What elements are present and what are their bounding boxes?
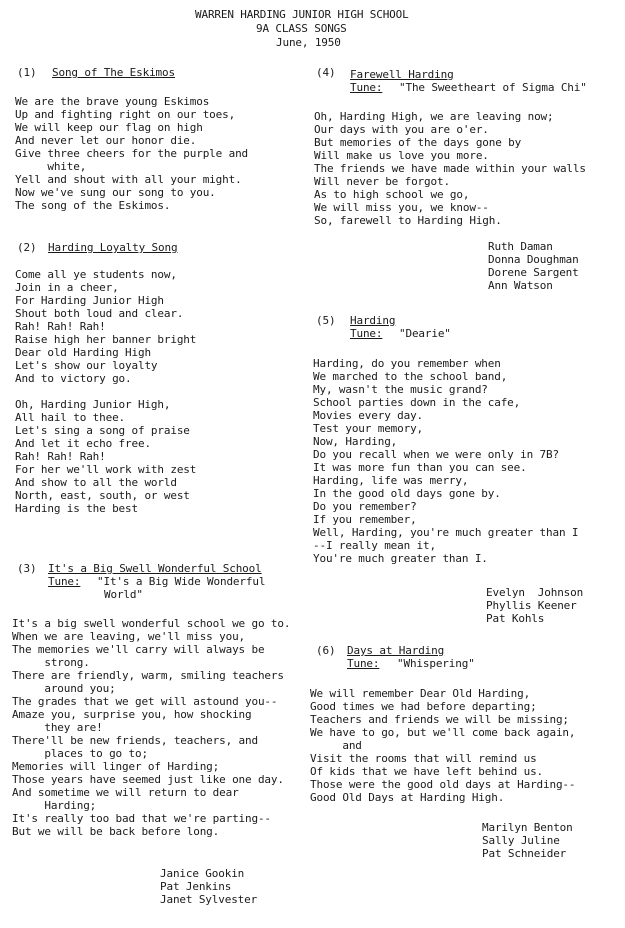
song-4-lyrics: [314, 110, 586, 227]
song-2-title: Harding Loyalty Song: [48, 241, 178, 254]
lyric-line: But memories of the days gone by: [314, 136, 522, 149]
author-name: Pat Kohls: [486, 612, 545, 625]
lyric-line: It was more fun than you can see.: [313, 461, 527, 474]
lyric-line: When we are leaving, we'll miss you,: [12, 630, 246, 643]
lyric-line: All hail to thee.: [15, 411, 126, 424]
lyric-line: As to high school we go,: [314, 188, 470, 201]
lyric-line: The grades that we get will astound you--: [12, 695, 278, 708]
song-5-tune: "Dearie": [399, 327, 451, 340]
song-4-title: Farewell Harding: [350, 68, 454, 81]
song-4-number: (4): [316, 66, 336, 79]
song-6-tune-label: Tune:: [347, 657, 380, 670]
lyric-line: So, farewell to Harding High.: [314, 214, 502, 227]
song-1-title: Song of The Eskimos: [52, 66, 175, 79]
lyric-line: places to go to;: [12, 747, 148, 760]
lyric-line: Come all ye students now,: [15, 268, 177, 281]
author-name: Dorene Sargent: [488, 266, 579, 279]
lyric-line: they are!: [12, 721, 103, 734]
lyric-line: Harding, do you remember when: [313, 357, 501, 370]
lyric-line: There'll be new friends, teachers, and: [12, 734, 258, 747]
lyric-line: But we will be back before long.: [12, 825, 220, 838]
song-3-authors: [160, 867, 257, 906]
school-title: WARREN HARDING JUNIOR HIGH SCHOOL: [195, 8, 409, 21]
lyric-line: We marched to the school band,: [313, 370, 508, 383]
song-6-tune: "Whispering": [397, 657, 475, 670]
song-3-tune-label: Tune:: [48, 575, 81, 588]
song-4-tune: "The Sweetheart of Sigma Chi": [399, 81, 587, 94]
lyric-line: The friends we have made within your walls: [314, 162, 586, 175]
lyric-line: Raise high her banner bright: [15, 333, 197, 346]
song-6-lyrics: [310, 687, 575, 804]
lyric-line: Oh, Harding Junior High,: [15, 398, 171, 411]
song-6-authors: [482, 821, 573, 860]
lyric-line: Movies every day.: [313, 409, 424, 422]
lyric-line: The song of the Eskimos.: [15, 199, 171, 212]
lyric-line: For her we'll work with zest: [15, 463, 197, 476]
lyric-line: Test your memory,: [313, 422, 424, 435]
lyric-line: We will keep our flag on high: [15, 121, 203, 134]
song-4-tune-label: Tune:: [350, 81, 383, 94]
lyric-line: And let it echo free.: [15, 437, 151, 450]
author-name: Pat Schneider: [482, 847, 567, 860]
lyric-line: Do you recall when we were only in 7B?: [313, 448, 559, 461]
lyric-line: There are friendly, warm, smiling teachers: [12, 669, 284, 682]
lyric-line: Let's show our loyalty: [15, 359, 158, 372]
lyric-line: and: [310, 739, 362, 752]
lyric-line: Give three cheers for the purple and: [15, 147, 249, 160]
author-name: Marilyn Benton: [482, 821, 573, 834]
song-5-title: Harding: [350, 314, 396, 327]
lyric-line: Of kids that we have left behind us.: [310, 765, 544, 778]
page-date: June, 1950: [276, 36, 341, 49]
author-name: Janet Sylvester: [160, 893, 258, 906]
author-name: Ruth Daman: [488, 240, 553, 253]
song-2-number: (2): [17, 241, 37, 254]
lyric-line: We have to go, but we'll come back again,: [310, 726, 576, 739]
lyric-line: Harding;: [12, 799, 97, 812]
lyric-line: Visit the rooms that will remind us: [310, 752, 537, 765]
lyric-line: In the good old days gone by.: [313, 487, 501, 500]
lyric-line: For Harding Junior High: [15, 294, 164, 307]
lyric-line: Shout both loud and clear.: [15, 307, 184, 320]
lyric-line: My, wasn't the music grand?: [313, 383, 488, 396]
lyric-line: Yell and shout with all your might.: [15, 173, 242, 186]
song-3-lyrics: [12, 617, 290, 838]
song-2-lyrics: [15, 268, 196, 515]
lyric-line: Those years have seemed just like one day.: [12, 773, 284, 786]
lyric-line: Do you remember?: [313, 500, 417, 513]
song-3-tune: "It's a Big Wide Wonderful: [97, 575, 266, 588]
author-name: Donna Doughman: [488, 253, 579, 266]
lyric-line: Now we've sung our song to you.: [15, 186, 216, 199]
lyric-line: Those were the good old days at Harding--: [310, 778, 576, 791]
lyric-line: We will remember Dear Old Harding,: [310, 687, 531, 700]
lyric-line: Dear old Harding High: [15, 346, 151, 359]
author-name: Pat Jenkins: [160, 880, 232, 893]
lyric-line: And never let our honor die.: [15, 134, 197, 147]
lyric-line: And sometime we will return to dear: [12, 786, 239, 799]
lyric-line: And to victory go.: [15, 372, 132, 385]
lyric-line: Now, Harding,: [313, 435, 398, 448]
song-6-number: (6): [316, 644, 336, 657]
author-name: Sally Juline: [482, 834, 560, 847]
author-name: Evelyn Johnson: [486, 586, 584, 599]
song-5-number: (5): [316, 314, 336, 327]
lyric-line: We are the brave young Eskimos: [15, 95, 210, 108]
lyric-line: It's a big swell wonderful school we go to.: [12, 617, 291, 630]
song-5-tune-label: Tune:: [350, 327, 383, 340]
lyric-line: around you;: [12, 682, 116, 695]
lyric-line: Good Old Days at Harding High.: [310, 791, 505, 804]
song-6-title: Days at Harding: [347, 644, 445, 657]
lyric-line: Oh, Harding High, we are leaving now;: [314, 110, 554, 123]
lyric-line: Let's sing a song of praise: [15, 424, 190, 437]
lyric-line: It's really too bad that we're parting--: [12, 812, 271, 825]
lyric-line: Amaze you, surprise you, how shocking: [12, 708, 252, 721]
lyric-line: Will never be forgot.: [314, 175, 450, 188]
lyric-line: We will miss you, we know--: [314, 201, 489, 214]
song-1-lyrics: [15, 95, 248, 212]
lyric-line: white,: [15, 160, 87, 173]
song-5-lyrics: [313, 357, 578, 565]
lyric-line: strong.: [12, 656, 90, 669]
author-name: Ann Watson: [488, 279, 553, 292]
author-name: Janice Gookin: [160, 867, 245, 880]
lyric-line: Rah! Rah! Rah!: [15, 320, 106, 333]
song-5-authors: [486, 586, 583, 625]
lyric-line: School parties down in the cafe,: [313, 396, 521, 409]
lyric-line: Well, Harding, you're much greater than I: [313, 526, 579, 539]
lyric-line: --I really mean it,: [313, 539, 436, 552]
lyric-line: You're much greater than I.: [313, 552, 488, 565]
lyric-line: If you remember,: [313, 513, 417, 526]
lyric-line: Memories will linger of Harding;: [12, 760, 220, 773]
lyric-line: Up and fighting right on our toes,: [15, 108, 236, 121]
song-3-tune-continued: World": [104, 588, 143, 601]
lyric-line: Will make us love you more.: [314, 149, 489, 162]
lyric-line: Harding is the best: [15, 502, 138, 515]
lyric-line: Our days with you are o'er.: [314, 123, 489, 136]
lyric-line: Join in a cheer,: [15, 281, 119, 294]
lyric-line: North, east, south, or west: [15, 489, 190, 502]
lyric-line: And show to all the world: [15, 476, 177, 489]
song-4-authors: [488, 240, 579, 292]
song-3-title: It's a Big Swell Wonderful School: [48, 562, 262, 575]
page-subtitle: 9A CLASS SONGS: [256, 22, 347, 35]
lyric-line: [15, 385, 196, 398]
lyric-line: Good times we had before departing;: [310, 700, 537, 713]
lyric-line: The memories we'll carry will always be: [12, 643, 265, 656]
song-1-number: (1): [17, 66, 37, 79]
lyric-line: Rah! Rah! Rah!: [15, 450, 106, 463]
song-3-number: (3): [17, 562, 37, 575]
lyric-line: Harding, life was merry,: [313, 474, 469, 487]
lyric-line: Teachers and friends we will be missing;: [310, 713, 569, 726]
author-name: Phyllis Keener: [486, 599, 577, 612]
